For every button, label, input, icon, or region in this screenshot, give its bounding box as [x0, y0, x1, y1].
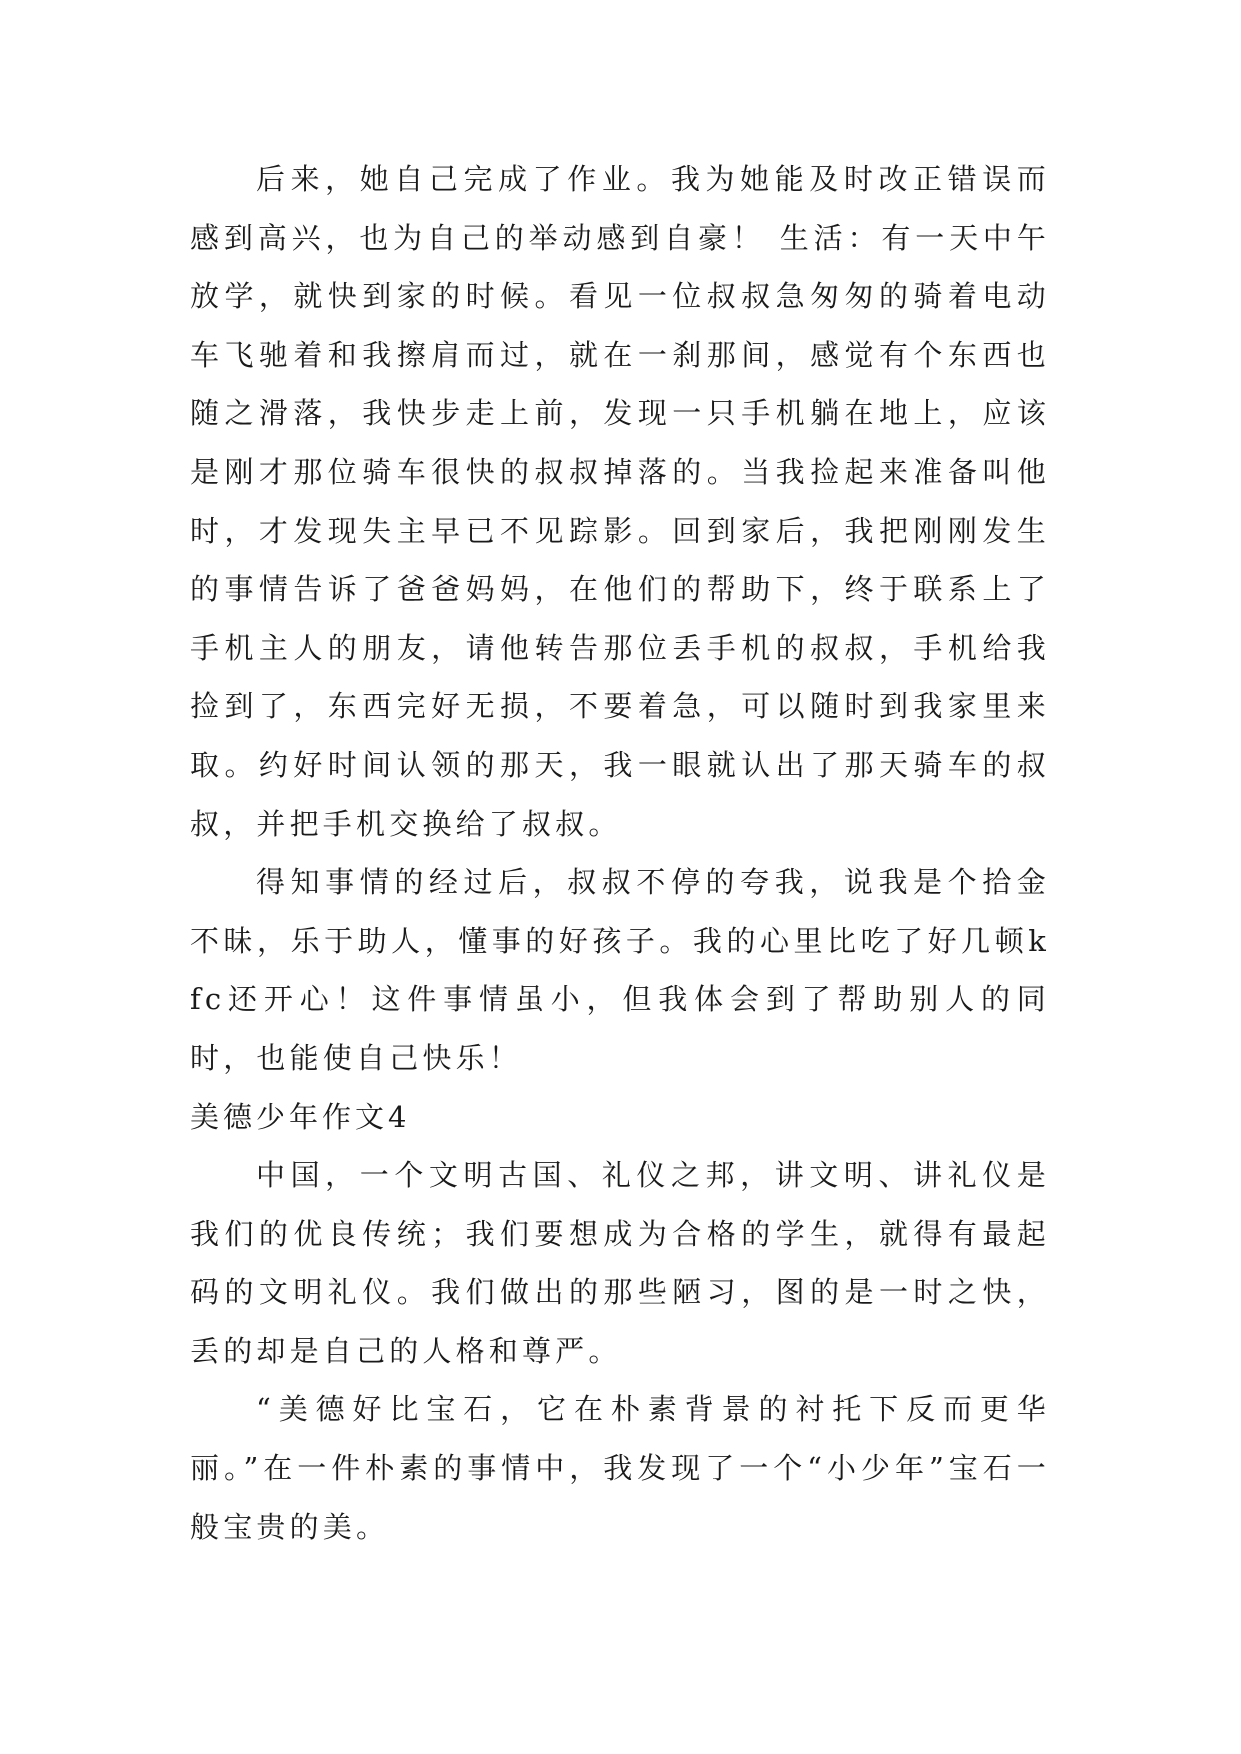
section-heading: 美德少年作文4 [190, 1099, 411, 1134]
paragraph-finished-homework: 后来，她自己完成了作业。我为她能及时改正错误而感到高兴，也为自己的举动感到自豪！ 生活：有一天中午放学，就快到家的时候。看见一位叔叔急匆匆的骑着电动车飞驰着和我擦肩而过，就在一刹那间，感觉有个东西也随之滑落，我快步走上前，发现一只手机躺在地上，应该是刚才那位骑车很快的叔叔掉落的。当我捡起来准备叫他时，才发现失主早已不见踪影。回到家后，我把刚刚发生的事情告诉了爸爸妈妈，在他们的帮助下，终于联系上了手机主人的朋友，请他转告那位丢手机的叔叔，手机给我捡到了，东西完好无损，不要着急，可以随时到我家里来取。约好时间认领的那天，我一眼就认出了那天骑车的叔叔，并把手机交换给了叔叔。 [190, 162, 1050, 841]
paragraph-civility: 中国，一个文明古国、礼仪之邦，讲文明、讲礼仪是我们的优良传统；我们要想成为合格的学生，就得有最起码的文明礼仪。我们做出的那些陋习，图的是一时之快，丢的却是自己的人格和尊严。 [190, 1158, 1050, 1368]
paragraph-virtue-gem: “美德好比宝石，它在朴素背景的衬托下反而更华丽。”在一件朴素的事情中，我发现了一个“小少年”宝石一般宝贵的美。 [190, 1392, 1050, 1544]
document-body [190, 150, 1050, 1556]
paragraph-uncle-praise: 得知事情的经过后，叔叔不停的夸我，说我是个拾金不昧，乐于助人，懂事的好孩子。我的心里比吃了好几顿kfc还开心！这件事情虽小，但我体会到了帮助别人的同时，也能使自己快乐！ [190, 865, 1050, 1075]
